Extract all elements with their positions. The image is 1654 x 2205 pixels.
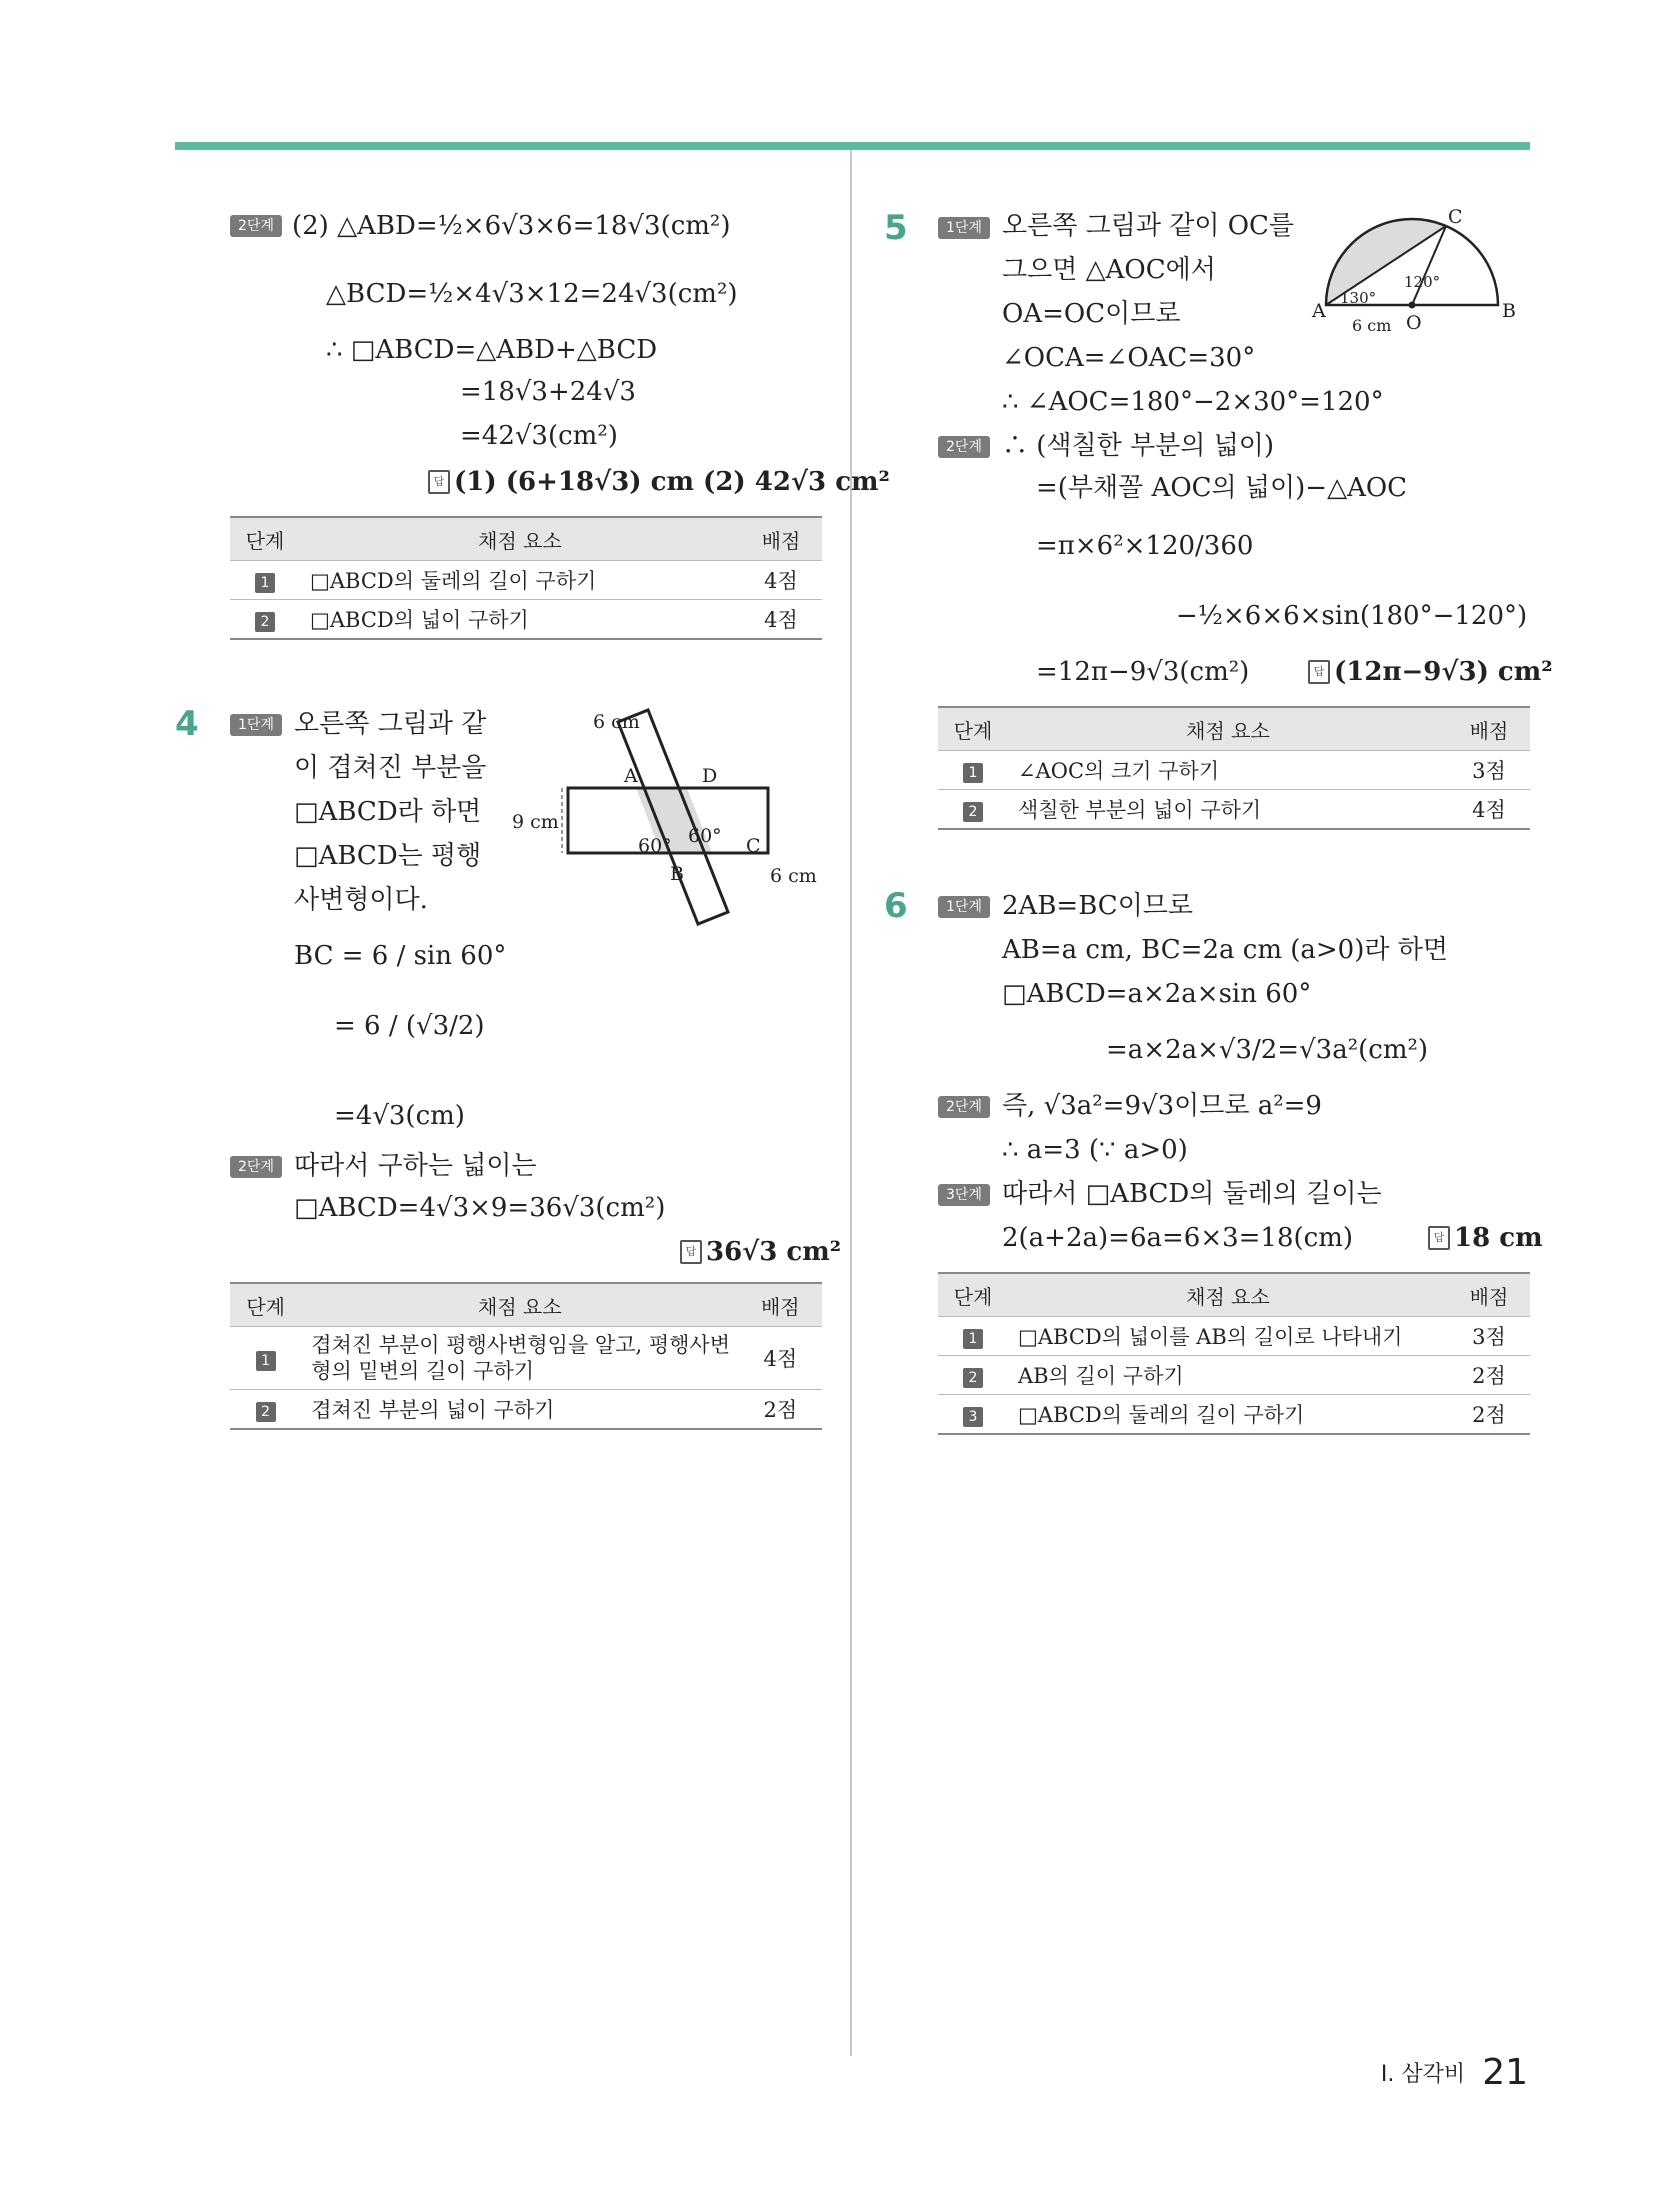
step-number: 2 <box>963 802 983 822</box>
table-cell: 4점 <box>739 1327 822 1390</box>
fig-label: 120° <box>1404 273 1441 291</box>
step-badge: 2단계 <box>938 1096 990 1118</box>
table-header: 단계 <box>230 1283 301 1327</box>
fig-label: 130° <box>1340 289 1377 307</box>
solution-line: =42√3(cm²) <box>460 421 618 451</box>
solution-line: −½×6×6×sin(180°−120°) <box>1176 601 1528 631</box>
solution-line: □ABCD라 하면 <box>294 797 482 827</box>
solution-line: □ABCD는 평행 <box>294 841 482 871</box>
page-footer <box>1381 2052 1528 2093</box>
scoring-table <box>938 706 1530 830</box>
problem-number: 6 <box>884 886 908 926</box>
step-badge: 3단계 <box>938 1184 990 1206</box>
fig-label: O <box>1406 312 1422 334</box>
step-number: 2 <box>256 1402 276 1422</box>
table-header: 배점 <box>1448 1273 1530 1317</box>
table-cell: □ABCD의 둘레의 길이 구하기 <box>1008 1395 1448 1435</box>
fig-label: 6 cm <box>770 865 817 887</box>
fig-label: D <box>702 765 718 787</box>
step-badge: 1단계 <box>938 217 990 239</box>
table-header: 단계 <box>938 707 1008 751</box>
table-row <box>938 1395 1530 1435</box>
table-cell: 3점 <box>1448 1317 1530 1356</box>
table-cell: 겹쳐진 부분이 평행사변형임을 알고, 평행사변형의 밑변의 길이 구하기 <box>301 1327 738 1390</box>
table-row <box>230 1390 822 1430</box>
table-header: 채점 요소 <box>1008 707 1448 751</box>
table-row <box>938 1317 1530 1356</box>
solution-line: 따라서 구하는 넓이는 <box>294 1151 537 1181</box>
table-row <box>938 790 1530 830</box>
solution-line: (2) △ABD=½×6√3×6=18√3(cm²) <box>292 211 731 241</box>
table-cell: □ABCD의 둘레의 길이 구하기 <box>300 561 740 600</box>
solution-line: =12π−9√3(cm²) <box>1036 657 1250 687</box>
step-number: 1 <box>256 1351 276 1371</box>
answer-icon: 답 <box>1308 660 1330 684</box>
scoring-table <box>230 1282 822 1430</box>
solution-line: □ABCD=a×2a×sin 60° <box>1002 979 1312 1009</box>
solution-line: 사변형이다. <box>294 885 428 915</box>
step-badge: 1단계 <box>938 896 990 918</box>
semicircle-figure <box>1310 205 1530 335</box>
step-number: 2 <box>963 1368 983 1388</box>
table-cell: 4점 <box>740 561 822 600</box>
fig-label: 6 cm <box>593 711 640 733</box>
answer: 36√3 cm² <box>706 1237 842 1267</box>
step-badge: 2단계 <box>938 436 990 458</box>
answer-icon: 답 <box>680 1240 702 1264</box>
fig-label: A <box>1312 300 1326 322</box>
scoring-table <box>230 516 822 640</box>
solution-line: AB=a cm, BC=2a cm (a>0)라 하면 <box>1002 935 1448 965</box>
table-header: 배점 <box>739 1283 822 1327</box>
table-cell: 겹쳐진 부분의 넓이 구하기 <box>301 1390 738 1430</box>
section-title: Ⅰ. 삼각비 <box>1380 2062 1466 2087</box>
fig-label: A <box>624 765 638 787</box>
table-header: 채점 요소 <box>301 1283 738 1327</box>
table-header: 배점 <box>1448 707 1530 751</box>
table-row <box>230 1327 822 1390</box>
solution-line: =a×2a×√3/2=√3a²(cm²) <box>1106 1035 1429 1065</box>
step-number: 1 <box>255 573 275 593</box>
solution-line: △BCD=½×4√3×12=24√3(cm²) <box>326 279 738 309</box>
solution-line: 이 겹쳐진 부분을 <box>294 753 487 783</box>
solution-line: 오른쪽 그림과 같 <box>294 709 487 739</box>
solution-line: 즉, √3a²=9√3이므로 a²=9 <box>1002 1091 1322 1121</box>
solution-line: =π×6²×120/360 <box>1036 531 1254 561</box>
answer: (1) (6+18√3) cm (2) 42√3 cm² <box>454 467 890 497</box>
fig-label: 60° <box>688 825 722 847</box>
table-cell: 색칠한 부분의 넓이 구하기 <box>1008 790 1448 830</box>
solution-line: ∠OCA=∠OAC=30° <box>1002 343 1256 373</box>
answer: 18 cm <box>1454 1223 1543 1253</box>
table-cell: 2점 <box>1448 1356 1530 1395</box>
fig-label: B <box>1502 300 1516 322</box>
solution-line: 2AB=BC이므로 <box>1002 891 1194 921</box>
answer-icon: 답 <box>1428 1226 1450 1250</box>
solution-line: ∴ (색칠한 부분의 넓이) <box>1002 431 1275 461</box>
solution-line: 2(a+2a)=6a=6×3=18(cm) <box>1002 1223 1354 1253</box>
solution-line: =(부채꼴 AOC의 넓이)−△AOC <box>1036 473 1408 503</box>
solution-line: =18√3+24√3 <box>460 377 636 407</box>
solution-line: 그으면 △AOC에서 <box>1002 255 1216 285</box>
answer: (12π−9√3) cm² <box>1334 657 1553 687</box>
parallelogram-figure <box>500 700 830 930</box>
table-cell: AB의 길이 구하기 <box>1008 1356 1448 1395</box>
column-divider <box>850 150 852 2056</box>
fig-label: C <box>1448 206 1463 228</box>
table-header: 채점 요소 <box>1008 1273 1448 1317</box>
scoring-table <box>938 1272 1530 1435</box>
table-header: 단계 <box>230 517 300 561</box>
step-badge: 1단계 <box>230 714 282 736</box>
solution-line: BC = 6 / sin 60° <box>294 941 507 971</box>
fig-label: B <box>670 863 684 885</box>
solution-line: = 6 / (√3/2) <box>334 1011 485 1041</box>
solution-line: □ABCD=4√3×9=36√3(cm²) <box>294 1193 666 1223</box>
step-badge: 2단계 <box>230 215 282 237</box>
table-cell: 2점 <box>739 1390 822 1430</box>
problem-number: 4 <box>175 704 199 744</box>
table-header: 배점 <box>740 517 822 561</box>
fig-label: 9 cm <box>512 811 559 833</box>
problem-number: 5 <box>884 208 908 248</box>
answer-icon: 답 <box>428 470 450 494</box>
solution-line: 오른쪽 그림과 같이 OC를 <box>1002 211 1295 241</box>
solution-line: ∴ □ABCD=△ABD+△BCD <box>326 335 658 365</box>
table-header: 채점 요소 <box>300 517 740 561</box>
solution-line: ∴ a=3 (∵ a>0) <box>1002 1135 1188 1165</box>
table-cell: □ABCD의 넓이 구하기 <box>300 600 740 640</box>
fig-label: 60° <box>638 835 672 857</box>
step-number: 1 <box>963 1329 983 1349</box>
table-cell: 4점 <box>740 600 822 640</box>
step-number: 2 <box>255 612 275 632</box>
fig-label: 6 cm <box>1352 316 1392 335</box>
fig-label: C <box>746 835 761 857</box>
table-cell: ∠AOC의 크기 구하기 <box>1008 751 1448 790</box>
table-row <box>230 561 822 600</box>
solution-line: 따라서 □ABCD의 둘레의 길이는 <box>1002 1179 1382 1209</box>
table-cell: 4점 <box>1448 790 1530 830</box>
table-cell: □ABCD의 넓이를 AB의 길이로 나타내기 <box>1008 1317 1448 1356</box>
table-row <box>938 751 1530 790</box>
solution-line: ∴ ∠AOC=180°−2×30°=120° <box>1002 387 1384 417</box>
table-row <box>230 600 822 640</box>
solution-line: OA=OC이므로 <box>1002 299 1181 329</box>
solution-line: =4√3(cm) <box>334 1101 465 1131</box>
page-number: 21 <box>1482 2052 1528 2093</box>
step-number: 3 <box>963 1407 983 1427</box>
table-cell: 2점 <box>1448 1395 1530 1435</box>
step-badge: 2단계 <box>230 1156 282 1178</box>
center-point <box>1409 302 1416 309</box>
table-row <box>938 1356 1530 1395</box>
step-number: 1 <box>963 763 983 783</box>
table-header: 단계 <box>938 1273 1008 1317</box>
table-cell: 3점 <box>1448 751 1530 790</box>
top-accent-bar <box>175 142 1530 150</box>
